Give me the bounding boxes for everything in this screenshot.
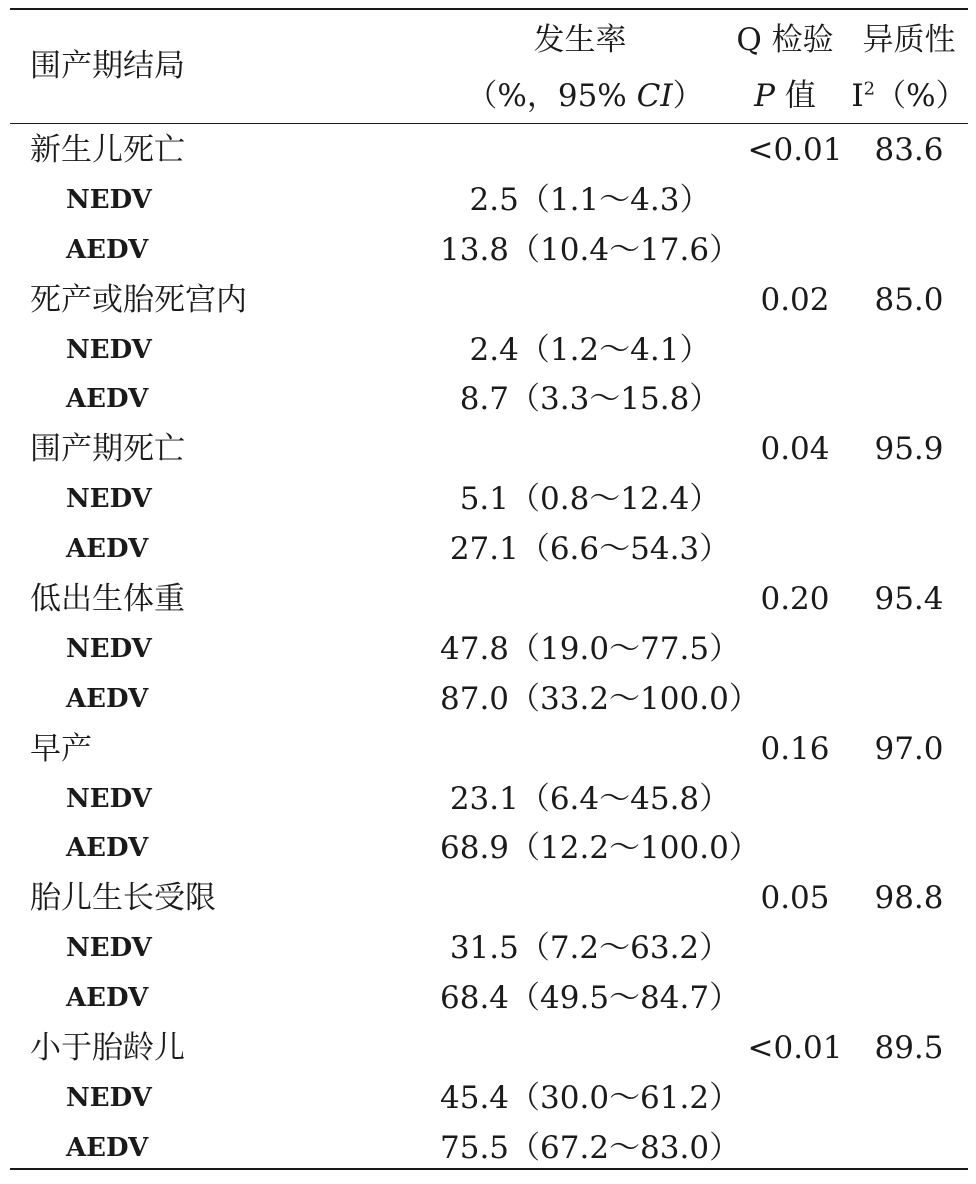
row-i2: 83.6 bbox=[874, 132, 944, 168]
row-i2: 97.0 bbox=[874, 730, 944, 767]
row-label: NEDV bbox=[66, 484, 152, 515]
row-label: 小于胎龄儿 bbox=[30, 1030, 185, 1067]
table-row bbox=[10, 1124, 968, 1174]
header-p-value: P 值 bbox=[754, 78, 816, 114]
top-rule bbox=[10, 8, 968, 10]
table-row bbox=[10, 775, 968, 825]
table-row bbox=[10, 276, 968, 326]
row-rate: 13.8（10.4～17.6） bbox=[440, 231, 741, 268]
row-i2: 95.4 bbox=[874, 581, 944, 618]
header-heterogeneity: 异质性 bbox=[862, 22, 956, 58]
row-i2: 95.9 bbox=[874, 431, 944, 468]
row-label: NEDV bbox=[66, 783, 152, 814]
row-rate: 27.1（6.6～54.3） bbox=[449, 531, 731, 568]
row-label: NEDV bbox=[66, 184, 152, 215]
table-row bbox=[10, 725, 968, 775]
row-label: NEDV bbox=[66, 633, 152, 664]
row-label: 胎儿生长受限 bbox=[30, 880, 216, 917]
table-row bbox=[10, 874, 968, 924]
table-row bbox=[10, 575, 968, 625]
table-row bbox=[10, 924, 968, 974]
row-label: NEDV bbox=[66, 334, 152, 365]
row-rate: 47.8（19.0～77.5） bbox=[440, 630, 741, 667]
row-p-value: <0.01 bbox=[747, 132, 843, 168]
row-rate: 31.5（7.2～63.2） bbox=[449, 930, 731, 967]
row-label: AEDV bbox=[66, 534, 149, 565]
row-p-value: 0.20 bbox=[760, 581, 830, 618]
table-row bbox=[10, 425, 968, 475]
row-label: AEDV bbox=[66, 1132, 149, 1163]
row-i2: 85.0 bbox=[874, 281, 944, 318]
row-label: 死产或胎死宫内 bbox=[30, 281, 247, 318]
table-row bbox=[10, 625, 968, 675]
row-rate: 68.4（49.5～84.7） bbox=[440, 980, 741, 1017]
row-label: AEDV bbox=[66, 683, 149, 714]
row-label: AEDV bbox=[66, 983, 149, 1014]
table-row bbox=[10, 326, 968, 376]
table-row bbox=[10, 475, 968, 525]
row-label: 早产 bbox=[30, 730, 92, 767]
table-body bbox=[10, 126, 968, 1174]
row-label: AEDV bbox=[66, 384, 149, 415]
table-row bbox=[10, 1074, 968, 1124]
table-row bbox=[10, 226, 968, 276]
row-p-value: 0.16 bbox=[760, 730, 830, 767]
row-label: AEDV bbox=[66, 833, 149, 864]
row-label: 新生儿死亡 bbox=[30, 132, 185, 168]
row-rate: 87.0（33.2～100.0） bbox=[440, 680, 760, 717]
row-i2: 89.5 bbox=[874, 1030, 944, 1067]
row-p-value: 0.05 bbox=[760, 880, 830, 917]
table-row bbox=[10, 824, 968, 874]
row-label: NEDV bbox=[66, 933, 152, 964]
row-rate: 75.5（67.2～83.0） bbox=[440, 1129, 741, 1166]
header-rate: 发生率 bbox=[533, 22, 627, 58]
row-p-value: 0.04 bbox=[760, 431, 830, 468]
row-rate: 68.9（12.2～100.0） bbox=[440, 830, 760, 867]
row-label: 低出生体重 bbox=[30, 581, 185, 618]
row-rate: 45.4（30.0～61.2） bbox=[440, 1079, 741, 1116]
header-outcome: 围产期结局 bbox=[30, 48, 185, 84]
header-q-test: Q 检验 bbox=[736, 22, 834, 58]
row-i2: 98.8 bbox=[874, 880, 944, 917]
row-rate: 8.7（3.3～15.8） bbox=[459, 381, 721, 418]
table-row bbox=[10, 176, 968, 226]
table-row bbox=[10, 375, 968, 425]
row-rate: 5.1（0.8～12.4） bbox=[459, 481, 721, 518]
row-label: 围产期死亡 bbox=[30, 431, 185, 468]
row-rate: 2.4（1.2～4.1） bbox=[469, 331, 711, 368]
row-p-value: 0.02 bbox=[760, 281, 830, 318]
header-i2: $I^2(\%)$ bbox=[851, 78, 967, 114]
row-p-value: <0.01 bbox=[747, 1030, 843, 1067]
table-row bbox=[10, 675, 968, 725]
table-row bbox=[10, 525, 968, 575]
row-label: NEDV bbox=[66, 1082, 152, 1113]
row-rate: 23.1（6.4～45.8） bbox=[449, 780, 731, 817]
table-row bbox=[10, 126, 968, 176]
table-row bbox=[10, 974, 968, 1024]
header-rule bbox=[10, 123, 968, 124]
table-row bbox=[10, 1024, 968, 1074]
row-label: AEDV bbox=[66, 234, 149, 265]
header-rate-unit: （%，95% CI） bbox=[466, 78, 704, 114]
row-rate: 2.5（1.1～4.3） bbox=[469, 181, 711, 218]
